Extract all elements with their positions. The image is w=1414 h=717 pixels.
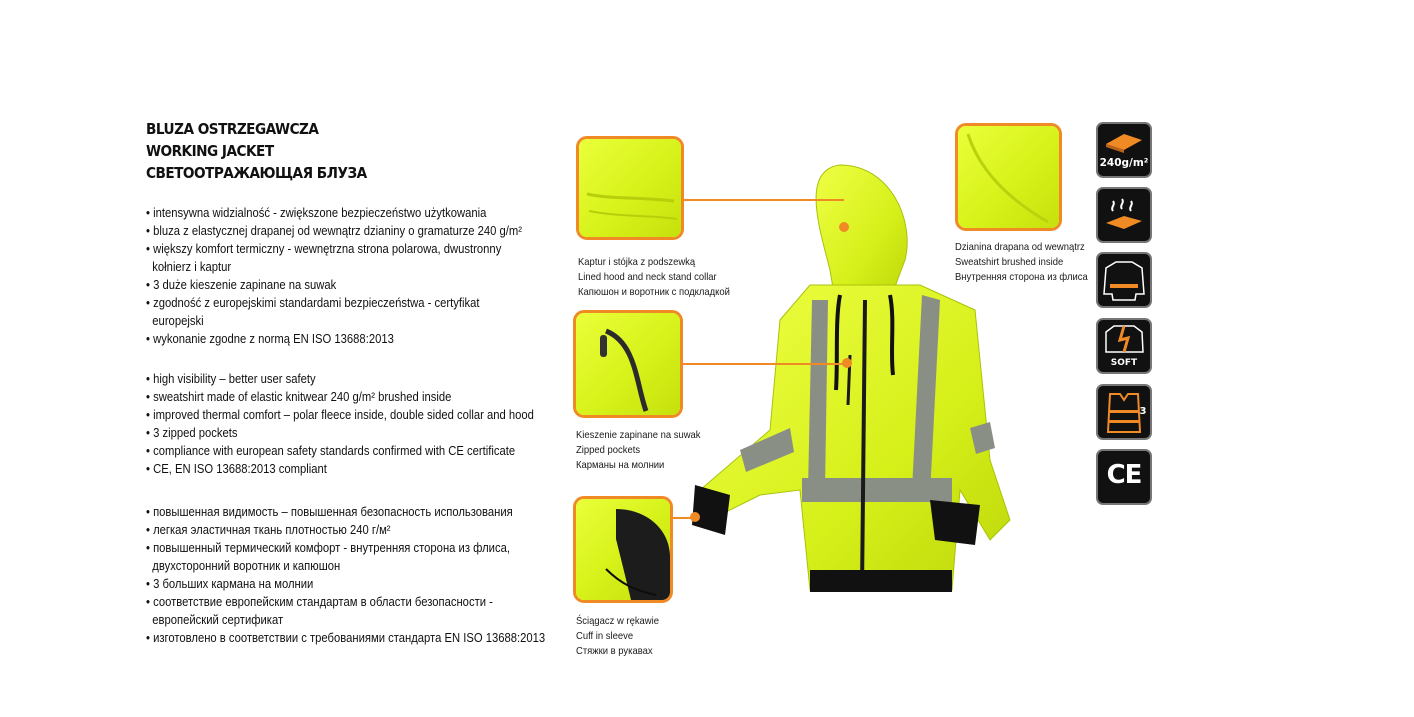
feature-item: • 3 duże kieszenie zapinane na suwak xyxy=(146,278,337,292)
connector-line xyxy=(683,363,845,365)
feature-item: • większy komfort termiczny - wewnętrzna strona polarowa, dwustronny xyxy=(146,242,502,256)
title-russian: СВЕТООТРАЖАЮЩАЯ БЛУЗА xyxy=(146,164,367,182)
title-english: WORKING JACKET xyxy=(146,142,274,160)
detail-pocket-image xyxy=(573,310,683,418)
connector-line xyxy=(684,199,844,201)
feature-item: • 3 больших кармана на молнии xyxy=(146,577,314,591)
ce-mark-icon: CE xyxy=(1096,449,1152,505)
feature-item-continuation: europejski xyxy=(152,314,204,328)
feature-item: • повышенная видимость – повышенная безопасность использования xyxy=(146,505,513,519)
detail-hood-image xyxy=(576,136,684,240)
caption-hood: Kaptur i stójka z podszewką Lined hood and neck stand collar Капюшон и воротник с подкладкой xyxy=(578,256,730,298)
callout-dot xyxy=(690,512,700,522)
pockets-vest-icon: 3 xyxy=(1096,384,1152,440)
feature-list-english xyxy=(146,370,566,478)
feature-item-continuation: kołnierz i kaptur xyxy=(152,260,232,274)
feature-list-polish xyxy=(146,204,566,348)
feature-item: • high visibility – better user safety xyxy=(146,372,316,386)
title-polish: BLUZA OSTRZEGAWCZA xyxy=(146,120,319,138)
feature-item: • improved thermal comfort – polar fleece inside, double sided collar and hood xyxy=(146,408,534,422)
fabric-weight-icon: 240g/m² xyxy=(1096,122,1152,178)
feature-item: • intensywna widzialność - zwiększone bezpieczeństwo użytkowania xyxy=(146,206,487,220)
callout-dot xyxy=(839,222,849,232)
caption-fabric: Dzianina drapana od wewnątrz Sweatshirt brushed inside Внутренняя сторона из флиса xyxy=(955,241,1088,283)
feature-item: • легкая эластичная ткань плотностью 240 г/м² xyxy=(146,523,391,537)
thermal-comfort-icon xyxy=(1096,187,1152,243)
feature-item: • повышенный термический комфорт - внутренняя сторона из флиса, xyxy=(146,541,510,555)
feature-item-continuation: европейский сертификат xyxy=(152,613,284,627)
product-title-block xyxy=(146,118,476,184)
caption-cuff: Ściągacz w rękawie Cuff in sleeve Стяжки в рукавах xyxy=(576,615,659,657)
soft-fleece-icon: SOFT xyxy=(1096,318,1152,374)
caption-pocket: Kieszenie zapinane na suwak Zipped pockets Карманы на молнии xyxy=(576,429,701,471)
feature-item: • соответствие европейским стандартам в области безопасности - xyxy=(146,595,493,609)
reflective-stripe xyxy=(802,478,952,502)
feature-item: • wykonanie zgodne z normą EN ISO 13688:2013 xyxy=(146,332,394,346)
feature-list-russian xyxy=(146,503,566,647)
feature-item: • zgodność z europejskimi standardami bezpieczeństwa - certyfikat xyxy=(146,296,480,310)
feature-item: • sweatshirt made of elastic knitwear 240 g/m² brushed inside xyxy=(146,390,452,404)
feature-item: • изготовлено в соответствии с требованиями стандарта EN ISO 13688:2013 xyxy=(146,631,546,645)
feature-item-continuation: двухсторонний воротник и капюшон xyxy=(152,559,341,573)
feature-item: • bluza z elastycznej drapanej od wewnątrz dzianiny o gramaturze 240 g/m² xyxy=(146,224,523,238)
detail-fabric-image xyxy=(955,123,1062,231)
feature-item: • CE, EN ISO 13688:2013 compliant xyxy=(146,462,327,476)
jacket-silhouette-icon xyxy=(1096,252,1152,308)
feature-item: • 3 zipped pockets xyxy=(146,426,238,440)
callout-dot xyxy=(842,358,852,368)
detail-cuff-image xyxy=(573,496,673,603)
feature-item: • compliance with european safety standards confirmed with CE certificate xyxy=(146,444,516,458)
